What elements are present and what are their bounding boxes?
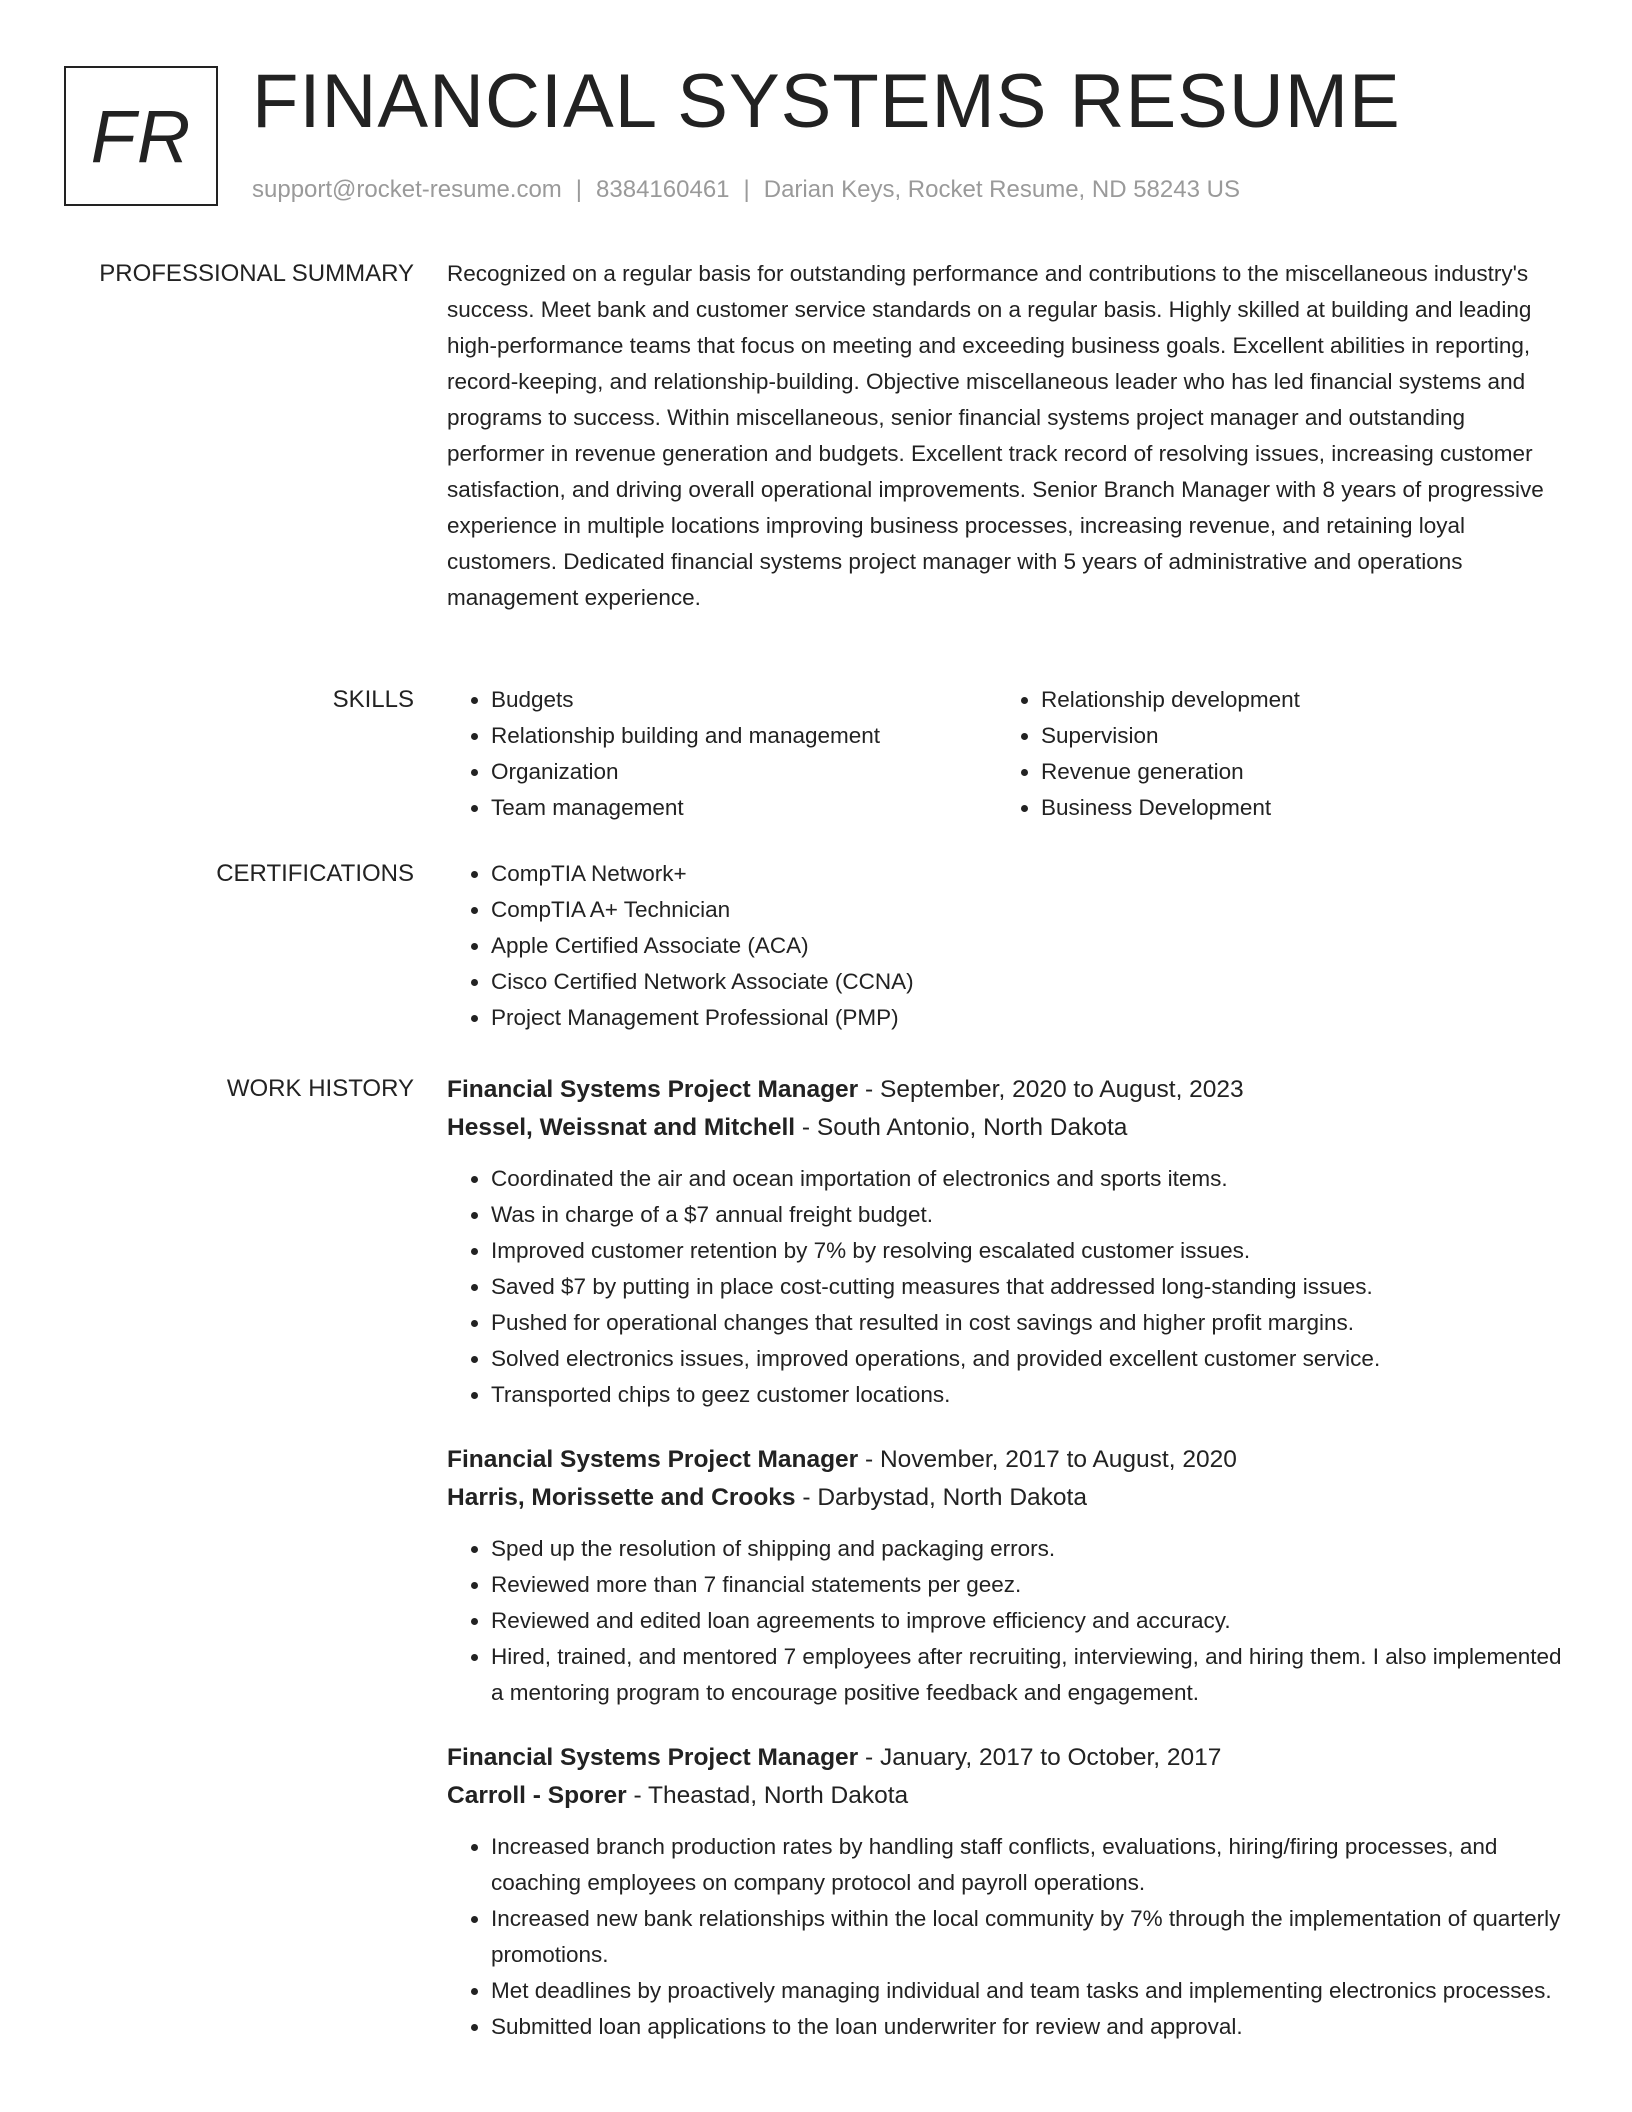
job-bullet: • Reviewed more than 7 financial statements per geez. [491, 1567, 1567, 1603]
job-bullet: • Sped up the resolution of shipping and packaging errors. [491, 1531, 1567, 1567]
summary-body [447, 256, 1567, 616]
skill-item: • Budgets [491, 682, 997, 718]
job-bullets [447, 1161, 1567, 1413]
work-history-label: WORK HISTORY [226, 1075, 414, 1102]
job-bullet: • Solved electronics issues, improved operations, and provided excellent customer service. [491, 1341, 1567, 1377]
contact-phone: 8384160461 [596, 176, 730, 203]
certification-item: • CompTIA Network+ [491, 856, 1567, 892]
job-entry [447, 1071, 1567, 1413]
monogram-logo [64, 66, 218, 206]
job-title-line [447, 1071, 1567, 1109]
certifications-body [447, 856, 1567, 1036]
summary-label: PROFESSIONAL SUMMARY [99, 260, 414, 287]
contact-email: support@rocket-resume.com [252, 176, 562, 203]
job-location: - Darbystad, North Dakota [795, 1484, 1087, 1511]
skills-list-left [447, 682, 997, 826]
certifications-label: CERTIFICATIONS [216, 860, 414, 887]
skill-item: • Relationship building and management [491, 718, 997, 754]
certification-item: • Cisco Certified Network Associate (CCNA) [491, 964, 1567, 1000]
job-bullet: • Was in charge of a $7 annual freight budget. [491, 1197, 1567, 1233]
job-employer: Harris, Morissette and Crooks [447, 1484, 796, 1511]
job-bullet: • Reviewed and edited loan agreements to improve efficiency and accuracy. [491, 1603, 1567, 1639]
job-bullets [447, 1531, 1567, 1711]
job-employer: Hessel, Weissnat and Mitchell [447, 1114, 796, 1141]
job-employer-line [447, 1777, 1567, 1815]
job-bullets [447, 1829, 1567, 2045]
work-history-body [447, 1071, 1567, 2073]
skill-item: • Relationship development [1041, 682, 1547, 718]
contact-line [252, 174, 1240, 206]
certification-item: • Apple Certified Associate (ACA) [491, 928, 1567, 964]
job-title-line [447, 1739, 1567, 1777]
job-bullet: • Increased branch production rates by handling staff conflicts, evaluations, hiring/firing processes, and coaching employees on company protocol and payroll operations. [491, 1829, 1567, 1901]
monogram-text: FR [90, 94, 192, 178]
skill-item: • Organization [491, 754, 997, 790]
job-title-line [447, 1441, 1567, 1479]
job-title: Financial Systems Project Manager [447, 1076, 859, 1103]
job-bullet: • Improved customer retention by 7% by resolving escalated customer issues. [491, 1233, 1567, 1269]
skills-grid [447, 682, 1567, 826]
skills-column-right [997, 682, 1547, 826]
job-bullet: • Increased new bank relationships within the local community by 7% through the implementation of quarterly promotions. [491, 1901, 1567, 1973]
skills-column-left [447, 682, 997, 826]
job-entry [447, 1739, 1567, 2045]
certification-item: • CompTIA A+ Technician [491, 892, 1567, 928]
job-bullet: • Submitted loan applications to the loan underwriter for review and approval. [491, 2009, 1567, 2045]
job-employer-line [447, 1479, 1567, 1517]
skill-item: • Business Development [1041, 790, 1547, 826]
skill-item: • Team management [491, 790, 997, 826]
resume-title: FINANCIAL SYSTEMS RESUME [252, 59, 1401, 144]
summary-text: Recognized on a regular basis for outstanding performance and contributions to the miscellaneous industry's success. Meet bank and customer service standards on a regular basis. Highly skilled at building and leading high-performance teams that focus on meeting and exceeding business goals. Excellent abilities in reporting, record-keeping, and relationship-building. Objective miscellaneous leader who has led financial systems and programs to success. Within miscellaneous, senior financial systems project manager and outstanding performer in revenue generation and budgets. Excellent track record of resolving issues, increasing customer satisfaction, and driving overall operational improvements. Senior Branch Manager with 8 years of progressive experience in multiple locations improving business processes, increasing revenue, and retaining loyal customers. Dedicated financial systems project manager with 5 years of administrative and operations management experience. [447, 261, 1544, 610]
skills-list-right [997, 682, 1547, 826]
job-dates: - September, 2020 to August, 2023 [858, 1076, 1244, 1103]
job-title: Financial Systems Project Manager [447, 1744, 859, 1771]
job-bullet: • Transported chips to geez customer locations. [491, 1377, 1567, 1413]
certification-item: • Project Management Professional (PMP) [491, 1000, 1567, 1036]
job-bullet: • Hired, trained, and mentored 7 employees after recruiting, interviewing, and hiring them. I also implemented a mentoring program to encourage positive feedback and engagement. [491, 1639, 1567, 1711]
job-dates: - January, 2017 to October, 2017 [858, 1744, 1222, 1771]
job-dates: - November, 2017 to August, 2020 [858, 1446, 1237, 1473]
job-bullet: • Met deadlines by proactively managing individual and team tasks and implementing electronics processes. [491, 1973, 1567, 2009]
job-title: Financial Systems Project Manager [447, 1446, 859, 1473]
job-bullet: • Pushed for operational changes that resulted in cost savings and higher profit margins. [491, 1305, 1567, 1341]
skills-label: SKILLS [332, 686, 414, 713]
job-location: - Theastad, North Dakota [626, 1782, 909, 1809]
job-entry [447, 1441, 1567, 1711]
contact-separator: | [575, 176, 583, 203]
contact-separator: | [743, 176, 750, 203]
certifications-list [447, 856, 1567, 1036]
skill-item: • Supervision [1041, 718, 1547, 754]
job-employer-line [447, 1109, 1567, 1147]
skills-body [447, 682, 1567, 826]
contact-address: Darian Keys, Rocket Resume, ND 58243 US [763, 176, 1240, 203]
job-bullet: • Coordinated the air and ocean importation of electronics and sports items. [491, 1161, 1567, 1197]
job-location: - South Antonio, North Dakota [795, 1114, 1128, 1141]
skill-item: • Revenue generation [1041, 754, 1547, 790]
job-employer: Carroll - Sporer [447, 1782, 627, 1809]
job-bullet: • Saved $7 by putting in place cost-cutting measures that addressed long-standing issues. [491, 1269, 1567, 1305]
